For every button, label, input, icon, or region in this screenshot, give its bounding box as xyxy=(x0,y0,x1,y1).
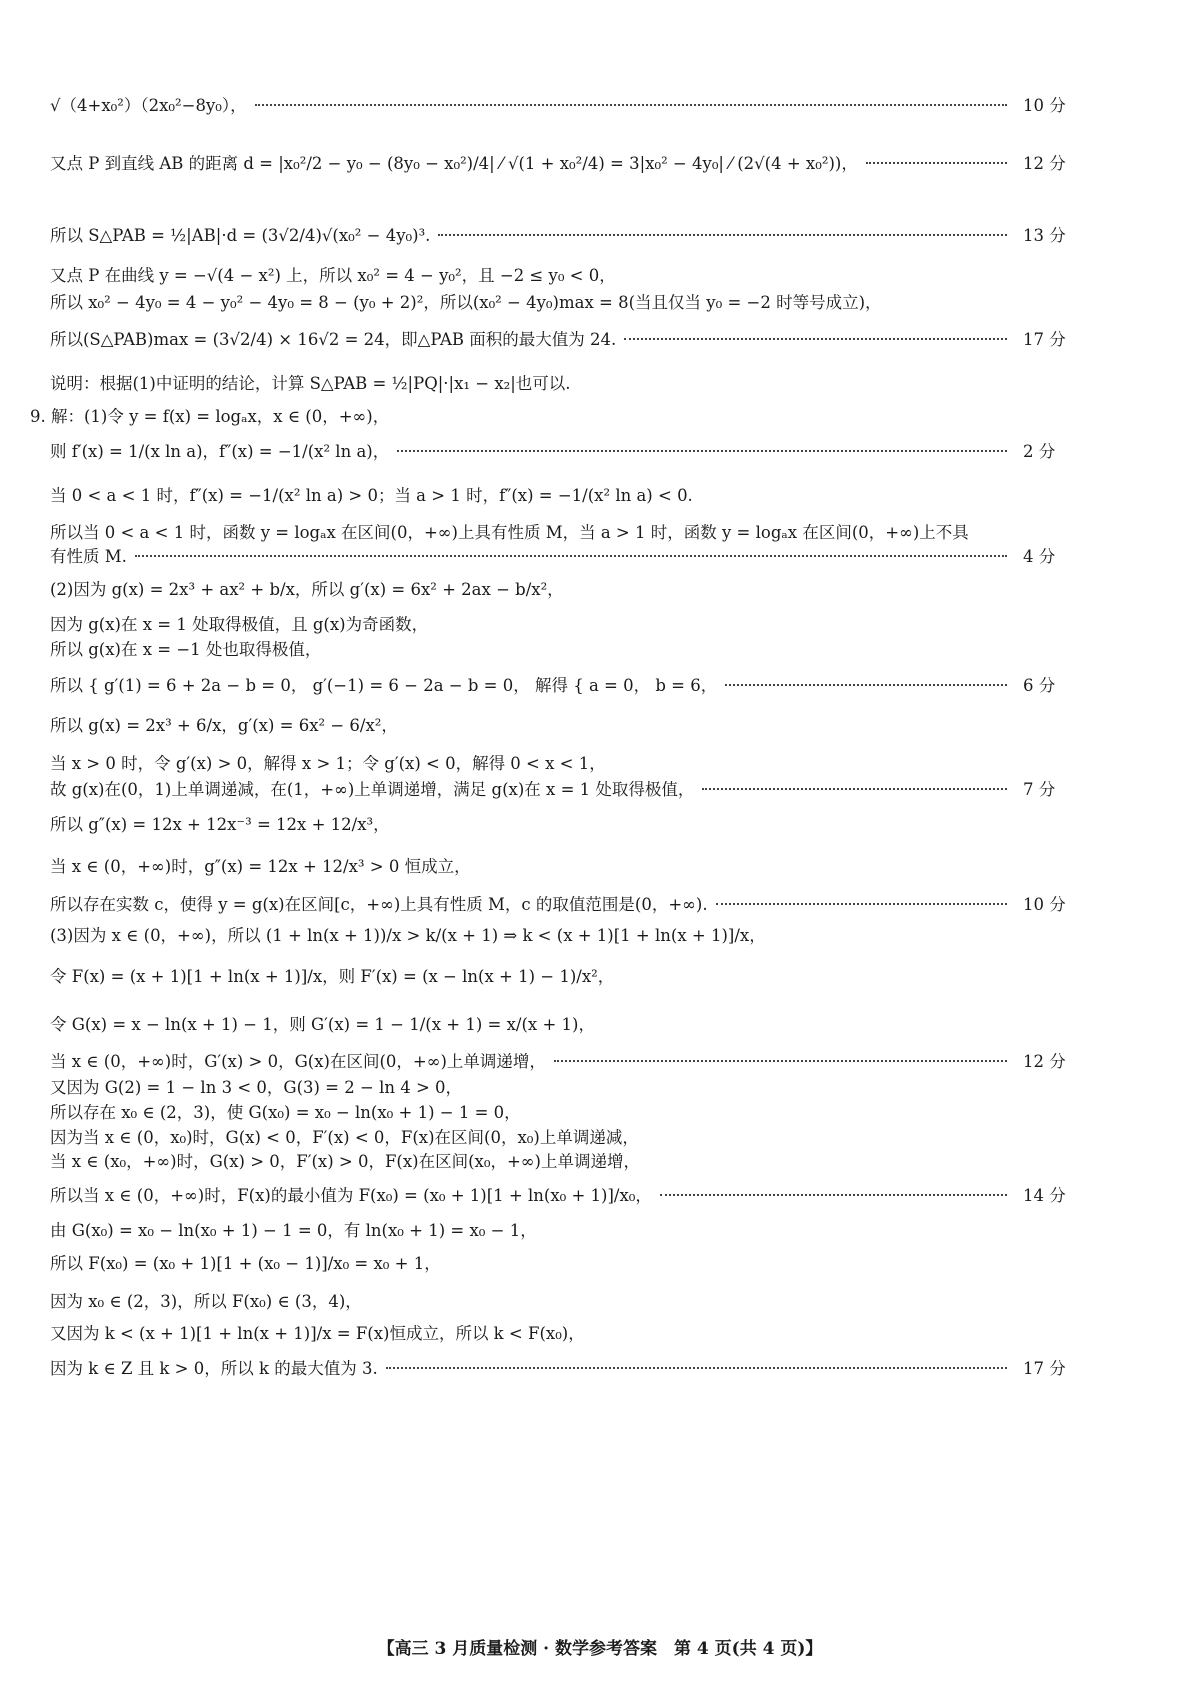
line-30: 当 x ∈ (x₀，+∞)时，G(x) > 0，F′(x) > 0，F(x)在区间(x₀，+∞)上单调递增， xyxy=(50,1152,640,1171)
line-31: 所以当 x ∈ (0，+∞)时，F(x)的最小值为 F(x₀) = (x₀ + 1)[1 + ln(x₀ + 1)]/x₀， xyxy=(50,1182,1015,1206)
line-5: 所以 x₀² − 4y₀ = 4 − y₀² − 4y₀ = 8 − (y₀ + 2)²，所以(x₀² − 4y₀)max = 8(当且仅当 y₀ = −2 时等号成立)， xyxy=(50,293,882,312)
line-1: √（4+x₀²）（2x₀²−8y₀）， xyxy=(50,92,1015,116)
line-11: 所以当 0 < a < 1 时，函数 y = logₐx 在区间(0，+∞)上具有性质 M，当 a > 1 时，函数 y = logₐx 在区间(0，+∞)上不具 xyxy=(50,523,969,542)
line-18: 当 x > 0 时，令 g′(x) > 0，解得 x > 1；令 g′(x) < 0，解得 0 < x < 1， xyxy=(50,754,606,773)
line-24: 令 F(x) = (x + 1)[1 + ln(x + 1)]/x，则 F′(x) = (x − ln(x + 1) − 1)/x²， xyxy=(50,967,615,986)
page-footer: 【高三 3 月质量检测 · 数学参考答案 第 4 页(共 4 页)】 xyxy=(377,1639,823,1659)
line-29: 因为当 x ∈ (0，x₀)时，G(x) < 0，F′(x) < 0，F(x)在区间(0，x₀)上单调递减， xyxy=(50,1128,639,1147)
line-22: 所以存在实数 c，使得 y = g(x)在区间[c，+∞)上具有性质 M，c 的取值范围是(0，+∞). xyxy=(50,891,1015,915)
answer-page: √（4+x₀²）（2x₀²−8y₀）， 10 分 又点 P 到直线 AB 的距离 d = |x₀²/2 − y₀ − (8y₀ − x₀²)/4| ⁄ √(1 + x₀²/4) = 3|x₀² − 4y₀| ⁄ (2√(4 + x₀²))， 12 分 所以 S△PAB = ½|AB|·d = (3√2/4)√(x₀² − 4y₀)³. 13 分 又点 P 在曲线 y = −√(4 − x²) 上，所以 x₀² = 4 − y₀²，且 −2 ≤ y₀ < 0， 所以 x₀² − 4y₀ = 4 − y₀² − 4y₀ = 8 − (y₀ + 2)²，所以(x₀² − 4y₀)max = 8(当且仅当 y₀ = −2 时等号成立)， 所以(S△PAB)max = (3√2/4) × 16√2 = 24，即△PAB 面积的最大值为 24. 17 分 说明：根据(1)中证明的结论，计算 S△PAB = ½|PQ|·|x₁ − x₂|也可以. 9. 解：(1)令 y = f(x) = logₐx，x ∈ (0，+∞)， 则 f′(x) = 1/(x ln a)，f″(x) = −1/(x² ln a)， 2 分 当 0 < a < 1 时，f″(x) = −1/(x² ln a) > 0；当 a > 1 时，f″(x) = −1/(x² ln a) < 0. 所以当 0 < a < 1 时，函数 y = logₐx 在区间(0，+∞)上具有性质 M，当 a > 1 时，函数 y = logₐx 在区间(0，+∞)上不具 有性质 M. 4 分 (2)因为 g(x) = 2x³ + ax² + b/x，所以 g′(x) = 6x² + 2ax − b/x²， 因为 g(x)在 x = 1 处取得极值，且 g(x)为奇函数， 所以 g(x)在 x = −1 处也取得极值， 所以 { g′(1) = 6 + 2a − b = 0， g′(−1) = 6 − 2a − b = 0， 解得 { a = 0， b = 6， 6 分 所以 g(x) = 2x³ + 6/x，g′(x) = 6x² − 6/x²， 当 x > 0 时，令 g′(x) > 0，解得 x > 1；令 g′(x) < 0，解得 0 < x < 1， 故 g(x)在(0，1)上单调递减，在(1，+∞)上单调递增，满足 g(x)在 x = 1 处取得极值， 7 分 所以 g″(x) = 12x + 12x⁻³ = 12x + 12/x³， 当 x ∈ (0，+∞)时，g″(x) = 12x + 12/x³ > 0 恒成立， 所以存在实数 c，使得 y = g(x)在区间[c，+∞)上具有性质 M，c 的取值范围是(0，+∞). 10 分 (3)因为 x ∈ (0，+∞)，所以 (1 + ln(x + 1))/x > k/(x + 1) ⇒ k < (x + 1)[1 + ln(x + 1)]/x， 令 F(x) = (x + 1)[1 + ln(x + 1)]/x，则 F′(x) = (x − ln(x + 1) − 1)/x²， 令 G(x) = x − ln(x + 1) − 1，则 G′(x) = 1 − 1/(x + 1) = x/(x + 1)， 当 x ∈ (0，+∞)时，G′(x) > 0，G(x)在区间(0，+∞)上单调递增， 12 分 又因为 G(2) = 1 − ln 3 < 0，G(3) = 2 − ln 4 > 0， 所以存在 x₀ ∈ (2，3)，使 G(x₀) = x₀ − ln(x₀ + 1) − 1 = 0， 因为当 x ∈ (0，x₀)时，G(x) < 0，F′(x) < 0，F(x)在区间(0，x₀)上单调递减， 当 x ∈ (x₀，+∞)时，G(x) > 0，F′(x) > 0，F(x)在区间(x₀，+∞)上单调递增， 所以当 x ∈ (0，+∞)时，F(x)的最小值为 F(x₀) = (x₀ + 1)[1 + ln(x₀ + 1)]/x₀， 14 分 由 G(x₀) = x₀ − ln(x₀ + 1) − 1 = 0，有 ln(x₀ + 1) = x₀ − 1， 所以 F(x₀) = (x₀ + 1)[1 + (x₀ − 1)]/x₀ = x₀ + 1， 因为 x₀ ∈ (2，3)，所以 F(x₀) ∈ (3，4)， 又因为 k < (x + 1)[1 + ln(x + 1)]/x = F(x)恒成立，所以 k < F(x₀)， 因为 k ∈ Z 且 k > 0，所以 k 的最大值为 3. 17 分 【高三 3 月质量检测 · 数学参考答案 第 4 页(共 4 页)】 xyxy=(0,0,1200,1693)
line-33: 所以 F(x₀) = (x₀ + 1)[1 + (x₀ − 1)]/x₀ = x₀ + 1， xyxy=(50,1254,441,1273)
line-35: 又因为 k < (x + 1)[1 + ln(x + 1)]/x = F(x)恒成立，所以 k < F(x₀)， xyxy=(50,1324,585,1343)
line-28: 所以存在 x₀ ∈ (2，3)，使 G(x₀) = x₀ − ln(x₀ + 1) − 1 = 0， xyxy=(50,1103,521,1122)
line-10: 当 0 < a < 1 时，f″(x) = −1/(x² ln a) > 0；当 a > 1 时，f″(x) = −1/(x² ln a) < 0. xyxy=(50,486,693,505)
line-26: 当 x ∈ (0，+∞)时，G′(x) > 0，G(x)在区间(0，+∞)上单调递增， xyxy=(50,1048,1015,1072)
line-6: 所以(S△PAB)max = (3√2/4) × 16√2 = 24，即△PAB 面积的最大值为 24. xyxy=(50,326,1015,350)
line-7: 说明：根据(1)中证明的结论，计算 S△PAB = ½|PQ|·|x₁ − x₂|也可以. xyxy=(50,374,571,393)
line-25: 令 G(x) = x − ln(x + 1) − 1，则 G′(x) = 1 − 1/(x + 1) = x/(x + 1)， xyxy=(50,1015,595,1034)
line-13: (2)因为 g(x) = 2x³ + ax² + b/x，所以 g′(x) = 6x² + 2ax − b/x²， xyxy=(50,580,564,599)
line-14: 因为 g(x)在 x = 1 处取得极值，且 g(x)为奇函数， xyxy=(50,615,429,634)
line-21: 当 x ∈ (0，+∞)时，g″(x) = 12x + 12/x³ > 0 恒成立， xyxy=(50,857,471,876)
line-23: (3)因为 x ∈ (0，+∞)，所以 (1 + ln(x + 1))/x > k/(x + 1) ⇒ k < (x + 1)[1 + ln(x + 1)]/x， xyxy=(50,926,766,945)
line-27: 又因为 G(2) = 1 − ln 3 < 0，G(3) = 2 − ln 4 > 0， xyxy=(50,1078,463,1097)
line-17: 所以 g(x) = 2x³ + 6/x，g′(x) = 6x² − 6/x²， xyxy=(50,716,398,735)
line-34: 因为 x₀ ∈ (2，3)，所以 F(x₀) ∈ (3，4)， xyxy=(50,1292,362,1311)
line-15: 所以 g(x)在 x = −1 处也取得极值， xyxy=(50,640,322,659)
line-16: 所以 { g′(1) = 6 + 2a − b = 0， g′(−1) = 6 − 2a − b = 0， 解得 { a = 0， b = 6， xyxy=(50,672,1015,696)
line-3: 所以 S△PAB = ½|AB|·d = (3√2/4)√(x₀² − 4y₀)³. xyxy=(50,222,1015,246)
line-20: 所以 g″(x) = 12x + 12x⁻³ = 12x + 12/x³， xyxy=(50,815,390,834)
line-8: 9. 解：(1)令 y = f(x) = logₐx，x ∈ (0，+∞)， xyxy=(30,407,390,426)
line-32: 由 G(x₀) = x₀ − ln(x₀ + 1) − 1 = 0，有 ln(x₀ + 1) = x₀ − 1， xyxy=(50,1221,537,1240)
line-9: 则 f′(x) = 1/(x ln a)，f″(x) = −1/(x² ln a)， xyxy=(50,438,1015,462)
line-4: 又点 P 在曲线 y = −√(4 − x²) 上，所以 x₀² = 4 − y₀²，且 −2 ≤ y₀ < 0， xyxy=(50,266,616,285)
line-19: 故 g(x)在(0，1)上单调递减，在(1，+∞)上单调递增，满足 g(x)在 x = 1 处取得极值， xyxy=(50,776,1015,800)
line-2: 又点 P 到直线 AB 的距离 d = |x₀²/2 − y₀ − (8y₀ − x₀²)/4| ⁄ √(1 + x₀²/4) = 3|x₀² − 4y₀| ⁄ (2√(4 + x₀²))， xyxy=(50,150,1015,174)
line-12: 有性质 M. xyxy=(50,543,1015,567)
line-36: 因为 k ∈ Z 且 k > 0，所以 k 的最大值为 3. xyxy=(50,1355,1015,1379)
